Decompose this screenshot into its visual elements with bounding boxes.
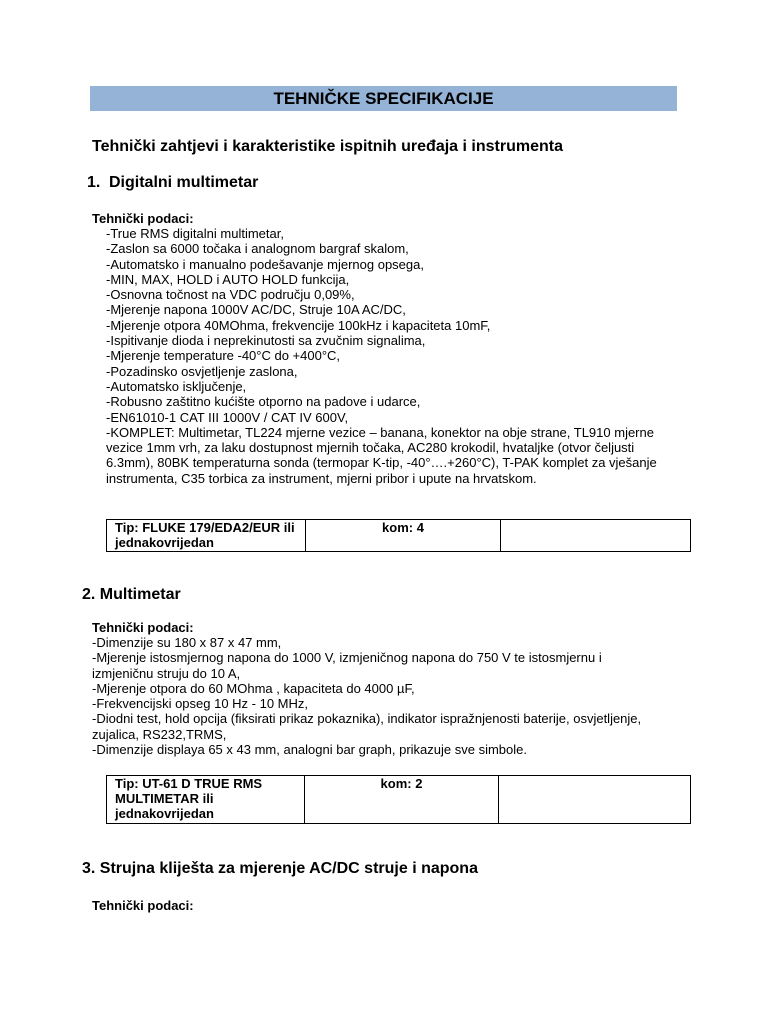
section-3-data-label: Tehnički podaci: <box>92 898 194 913</box>
quantity-cell: kom: 2 <box>305 776 499 824</box>
type-cell: Tip: FLUKE 179/EDA2/EUR ili jednakovrijedan <box>107 520 306 552</box>
section-1-spec-list <box>106 226 666 486</box>
section-1-data-label: Tehnički podaci: <box>92 211 194 226</box>
spec-line: -Pozadinsko osvjetljenje zaslona, <box>106 363 298 379</box>
spec-line: -Osnovna točnost na VDC području 0,09%, <box>106 287 355 303</box>
spec-line: -Mjerenje otpora 40MOhma, frekvencije 100kHz i kapaciteta 10mF, <box>106 317 491 333</box>
type-cell: Tip: UT-61 D TRUE RMS MULTIMETAR ili jednakovrijedan <box>107 776 305 824</box>
spec-line: -Frekvencijski opseg 10 Hz - 10 MHz, <box>92 696 309 712</box>
section-2-heading: 2. Multimetar <box>82 586 181 603</box>
empty-cell <box>499 776 691 824</box>
table-row <box>107 776 691 824</box>
spec-line: -Zaslon sa 6000 točaka i analognom bargraf skalom, <box>106 241 409 257</box>
page-title: TEHNIČKE SPECIFIKACIJE <box>90 86 677 111</box>
table-row <box>107 520 691 552</box>
spec-line: -Diodni test, hold opcija (fiksirati prikaz pokaznika), indikator ispražnjenosti baterije, osvjetljenje, zujalica, RS232,TRMS, <box>92 711 642 742</box>
section-2-data-label: Tehnički podaci: <box>92 620 194 635</box>
spec-line: -Mjerenje napona 1000V AC/DC, Struje 10A AC/DC, <box>106 302 406 318</box>
spec-line: -KOMPLET: Multimetar, TL224 mjerne vezice – banana, konektor na obje strane, TL910 mjerne vezice 1mm vrh, za laku dostupnost mjernih točaka, AC280 krokodil, hvataljke (otvor čeljusti 6.3mm), 80BK temperaturna sonda (termopar K-tip, -40°….+260°C), T-PAK komplet za vješanje instrumenta, C35 torbica za instrument, mjerni pribor i upute na hrvatskom. <box>106 424 657 486</box>
spec-line: -Mjerenje otpora do 60 MOhma , kapaciteta do 4000 µF, <box>92 680 415 696</box>
spec-line: -Mjerenje temperature -40°C do +400°C, <box>106 348 341 364</box>
spec-line: -True RMS digitalni multimetar, <box>106 226 284 241</box>
spec-line: -Dimenzije su 180 x 87 x 47 mm, <box>92 635 282 650</box>
spec-line: -Automatsko i manualno podešavanje mjernog opsega, <box>106 256 424 272</box>
document-subtitle: Tehnički zahtjevi i karakteristike ispitnih uređaja i instrumenta <box>92 138 563 155</box>
spec-line: -Automatsko isključenje, <box>106 378 247 394</box>
spec-line: -Robusno zaštitno kućište otporno na padove i udarce, <box>106 394 421 410</box>
section-1-heading <box>87 173 258 193</box>
spec-line: -EN61010-1 CAT III 1000V / CAT IV 600V, <box>106 409 349 425</box>
section-1-order-table <box>106 519 691 552</box>
section-1-number: 1. <box>87 174 101 191</box>
section-2-spec-list <box>92 635 662 757</box>
spec-line: -Dimenzije displaya 65 x 43 mm, analogni bar graph, prikazuje sve simbole. <box>92 742 527 758</box>
section-2-order-table <box>106 775 691 824</box>
quantity-cell: kom: 4 <box>306 520 501 552</box>
section-3-heading: 3. Strujna kliješta za mjerenje AC/DC struje i napona <box>82 860 478 877</box>
spec-line: -MIN, MAX, HOLD i AUTO HOLD funkcija, <box>106 271 350 287</box>
section-1-title: Digitalni multimetar <box>109 174 259 191</box>
empty-cell <box>501 520 691 552</box>
spec-line: -Mjerenje istosmjernog napona do 1000 V, izmjeničnog napona do 750 V te istosmjernu i izmjeničnu struju do 10 A, <box>92 650 602 681</box>
spec-line: -Ispitivanje dioda i neprekinutosti sa zvučnim signalima, <box>106 333 426 349</box>
